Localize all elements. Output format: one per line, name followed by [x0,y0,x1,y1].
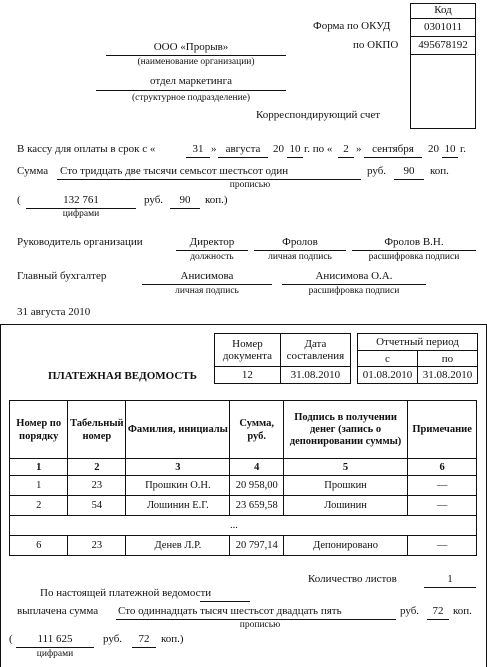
sheets-value: 1 [447,573,453,585]
digits-caption: цифрами [62,209,100,219]
dept-name: отдел маркетинга [150,75,232,87]
doc-date: 31.08.2010 [280,367,350,384]
cell: 6 [10,536,68,556]
okud-value: 0301011 [423,21,463,33]
cell: 54 [68,496,126,516]
col-number: 2 [68,459,126,476]
cell: 2 [10,496,68,516]
year-prefix: 20 [273,143,284,155]
cell: 23 [68,536,126,556]
to-day-line [338,157,354,158]
num-header: Номер документа [215,334,281,367]
kop-value: 72 [138,633,150,645]
cell [68,516,126,536]
acct-sign-line [142,284,272,285]
quote: » [211,143,217,155]
from-month: августа [225,143,261,155]
doc-number-table [214,333,351,384]
corr-account-label: Корреспондирующий счет [256,109,381,121]
cell: 23 659,58 [230,496,283,516]
okud-label: Форма по ОКУД [313,20,391,32]
code-divider [410,18,476,19]
col-number: 4 [230,459,283,476]
doc-title: ПЛАТЕЖНАЯ ВЕДОМОСТЬ [48,370,197,382]
okpo-value: 495678192 [418,39,468,51]
head-sign-line [254,250,346,251]
table-row [10,476,477,496]
from-year: 10 [289,143,301,155]
cell: Лошинин [283,496,407,516]
from-month-line [218,157,268,158]
quote: » [356,143,362,155]
paren: ( [9,633,13,645]
cell: 23 [68,476,126,496]
payroll-table [9,400,477,556]
words-caption: прописью [229,180,271,190]
kop-value: 90 [403,165,415,177]
rub-label: руб. [367,165,387,177]
cell: Депонировано [283,536,407,556]
cell: 20 958,00 [230,476,283,496]
kop-line [394,179,424,180]
to-month-line [364,157,422,158]
cell [283,516,407,536]
decode-caption: расшифровка подписи [368,252,460,262]
head-position-line [176,250,248,251]
kop-label: коп. [430,165,449,177]
from-year-line [287,157,303,158]
cell: Прошкин О.Н. [126,476,230,496]
digits-caption: цифрами [36,649,74,659]
head-name: Фролов В.Н. [384,236,444,248]
dept-caption: (структурное подразделение) [131,93,251,103]
cell [408,516,477,536]
head-label: Руководитель организации [17,236,143,248]
col-number: 3 [126,459,230,476]
dept-line [96,90,286,91]
okpo-label: по ОКПО [353,39,399,51]
cell: — [408,536,477,556]
cell: Денев Л.Р. [126,536,230,556]
org-caption: (наименование организации) [137,57,255,67]
table-row [10,536,477,556]
kop-label: коп. [453,605,472,617]
paid-digits: 111 625 [37,633,73,645]
words-caption: прописью [239,620,281,630]
form-date: 31 августа 2010 [17,306,91,318]
col-header: Табельный номер [68,401,126,459]
period-from-header: с [358,351,418,367]
cell [126,516,230,536]
sum-label: Сумма [17,165,49,177]
period-to: 31.08.2010 [418,367,478,384]
acct-label: Главный бухгалтер [17,270,107,282]
col-number: 1 [10,459,68,476]
paid-digits-line [16,647,94,648]
paren: ( [17,194,21,206]
kop-line [170,208,200,209]
rub-label: руб. [400,605,420,617]
head-position: Директор [189,236,235,248]
to-year: 10 [444,143,456,155]
to-day: 2 [343,143,349,155]
kop-label: коп.) [161,633,184,645]
col-number-row [10,459,477,476]
code-divider [410,54,476,55]
kop-value: 72 [432,605,444,617]
from-day-line [186,157,210,158]
kop-line [132,647,156,648]
year-prefix: 20 [428,143,439,155]
col-number: 5 [283,459,407,476]
to-month: сентября [372,143,414,155]
g-po: г. по « [304,143,333,155]
acct-sign: Анисимова [180,270,234,282]
col-header: Фамилия, инициалы [126,401,230,459]
sum-digits: 132 761 [63,194,99,206]
paid-line1: По настоящей платежной ведомости [40,587,212,599]
org-name-line [106,55,286,56]
kop-line [427,619,449,620]
section-divider [0,324,487,325]
g-end: г. [460,143,467,155]
cell: 1 [10,476,68,496]
acct-name: Анисимова О.А. [315,270,393,282]
paid-line1-underline [200,601,250,602]
cell: 20 797,14 [230,536,283,556]
head-sign: Фролов [282,236,318,248]
rub-label: руб. [144,194,164,206]
col-header: Номер по порядку [10,401,68,459]
cell: Лошинин Е.Г. [126,496,230,516]
kop-value: 90 [179,194,191,206]
cell: — [408,476,477,496]
ellipsis: ... [230,516,283,536]
to-year-line [442,157,458,158]
paid-words: Сто одиннадцать тысяч шестьсот двадцать пять [118,605,342,617]
sum-words: Сто тридцать две тысячи семьсот шестьсот один [60,165,289,177]
doc-number: 12 [215,367,281,384]
org-name: ООО «Прорыв» [153,41,229,53]
sheets-line [424,587,476,588]
cell: Прошкин [283,476,407,496]
pay-text: В кассу для оплаты в срок с « [17,143,156,155]
from-day: 31 [192,143,204,155]
paid-label: выплачена сумма [17,605,99,617]
date-header: Дата составления [280,334,350,367]
code-divider [410,36,476,37]
period-from: 01.08.2010 [358,367,418,384]
sheets-label: Количество листов [308,573,397,585]
table-row [10,496,477,516]
section-border-left [0,324,1,667]
col-header: Подпись в получении денег (запись о депонировании суммы) [283,401,407,459]
period-to-header: по [418,351,478,367]
decode-caption: расшифровка подписи [308,286,400,296]
col-header: Сумма, руб. [230,401,283,459]
kop-label: коп.) [205,194,228,206]
rub-label: руб. [103,633,123,645]
period-header: Отчетный период [358,334,478,351]
table-header-row [10,401,477,459]
ellipsis-row [10,516,477,536]
acct-name-line [282,284,426,285]
sign-caption: личная подпись [268,252,332,262]
code-header: Код [434,4,452,16]
cell [10,516,68,536]
position-caption: должность [190,252,234,262]
cell: — [408,496,477,516]
period-table [357,333,478,384]
col-number: 6 [408,459,477,476]
col-header: Примечание [408,401,477,459]
head-name-line [352,250,476,251]
sign-caption: личная подпись [175,286,239,296]
